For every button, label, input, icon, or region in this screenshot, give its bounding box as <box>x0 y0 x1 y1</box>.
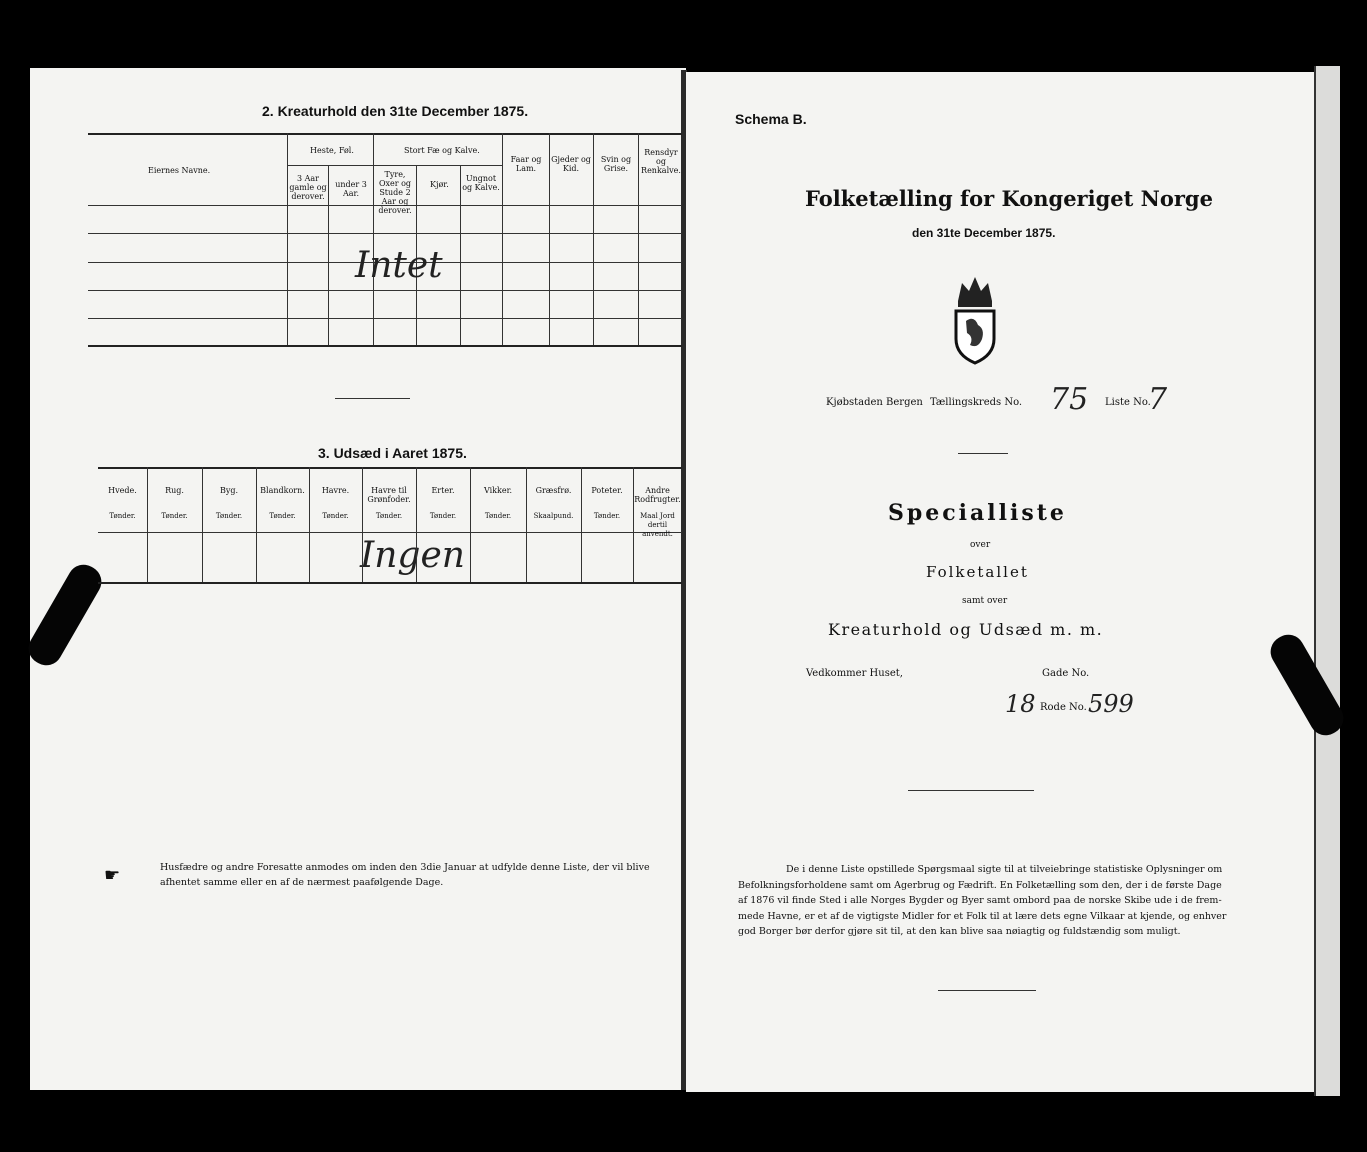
col-pigs: Svin og Grise. <box>600 155 632 173</box>
udsaed-col-name: Erter. <box>431 486 455 495</box>
udsaed-col-unit: Maal Jord dertil anvendt. <box>640 512 675 538</box>
udsaed-divider <box>526 467 527 582</box>
col-cattle-b: Kjør. <box>430 180 449 189</box>
udsaed-col-unit: Tønder. <box>269 512 296 520</box>
district-label: Tællingskreds No. <box>930 397 1023 408</box>
udsaed-divider <box>362 467 363 582</box>
col-cattle-c: Ungnot og Kalve. <box>462 174 500 192</box>
udsaed-col-unit: Tønder. <box>215 512 243 520</box>
udsaed-col-unit: Tønder. <box>429 512 457 520</box>
rode-value: 599 <box>1088 690 1134 718</box>
list-value: 7 <box>1148 382 1168 417</box>
udsaed-col-name: Andre Rodfrugter. <box>634 486 681 504</box>
udsaed-divider <box>470 467 471 582</box>
kreaturhold-text: Kreaturhold og Udsæd m. m. <box>828 620 1104 639</box>
col-horses-a: 3 Aar gamle og derover. <box>289 174 327 201</box>
col-horses-b: under 3 Aar. <box>335 180 367 198</box>
col-sheep: Faar og Lam. <box>510 155 542 173</box>
udsaed-col-unit: Skaalpund. <box>533 512 574 520</box>
udsaed-col-name: Græsfrø. <box>535 486 572 495</box>
udsaed-col-unit: Tønder. <box>322 512 349 520</box>
schema-label: Schema B. <box>735 111 807 127</box>
udsaed-divider <box>416 467 417 582</box>
rode-prefix: 18 <box>1005 690 1036 718</box>
census-title: Folketælling for Kongeriget Norge <box>805 186 1213 211</box>
col-cattle-a: Tyre, Oxer og Stude 2 Aar og derover. <box>378 170 412 215</box>
section3-title: 3. Udsæd i Aaret 1875. <box>318 445 467 461</box>
udsaed-col-unit: Tønder. <box>161 512 188 520</box>
pointing-hand-icon: ☛ <box>104 865 121 886</box>
udsaed-divider <box>309 467 310 582</box>
over-text: over <box>970 540 991 550</box>
col-goats: Gjeder og Kid. <box>551 155 591 173</box>
rode-label: Rode No. <box>1040 702 1087 713</box>
udsaed-divider <box>581 467 582 582</box>
udsaed-col-name: Hvede. <box>108 486 137 495</box>
udsaed-col-name: Havre til Grønfoder. <box>367 486 411 504</box>
info-paragraph <box>738 862 1238 940</box>
info-line: af 1876 vil finde Sted i alle Norges Bygder og Byer samt ombord paa de norske Skibe ude i de frem- <box>738 895 1222 906</box>
udsaed-col-unit: Tønder. <box>375 512 403 520</box>
udsaed-col-unit: Tønder. <box>484 512 512 520</box>
udsaed-col-name: Byg. <box>219 486 239 495</box>
coat-of-arms-icon <box>952 273 998 365</box>
location-label: Kjøbstaden Bergen <box>826 397 923 408</box>
district-value: 75 <box>1050 382 1089 417</box>
col-reindeer: Rensdyr og Renkalve. <box>641 148 681 175</box>
notice-line2: afhentet samme eller en af de nærmest paafølgende Dage. <box>160 877 444 888</box>
handwritten-ingen: Ingen <box>360 535 465 576</box>
house-label: Vedkommer Huset, <box>806 668 903 679</box>
street-label: Gade No. <box>1042 668 1090 679</box>
section2-title: 2. Kreaturhold den 31te December 1875. <box>262 103 529 119</box>
udsaed-col-name: Vikker. <box>483 486 513 495</box>
list-label: Liste No. <box>1105 397 1151 408</box>
udsaed-col-unit: Tønder. <box>109 512 136 520</box>
folketallet-text: Folketallet <box>926 563 1029 581</box>
col-cattle: Stort Fæ og Kalve. <box>404 146 480 155</box>
census-date: den 31te December 1875. <box>912 226 1056 240</box>
udsaed-divider <box>256 467 257 582</box>
col-horses: Heste, Føl. <box>310 146 354 155</box>
page-edge <box>1314 66 1340 1096</box>
udsaed-col-name: Havre. <box>321 486 350 495</box>
udsaed-divider <box>147 467 148 582</box>
left-page <box>30 68 686 1090</box>
udsaed-col-name: Rug. <box>165 486 184 495</box>
udsaed-col-name: Poteter. <box>591 486 623 495</box>
handwritten-intet: Intet <box>355 245 443 286</box>
info-line: mede Havne, er et af de vigtigste Midler for et Folk til at lære dets egne Vilkaar at kjende, og enhver <box>738 910 1227 922</box>
samt-over-text: samt over <box>962 596 1008 606</box>
udsaed-divider <box>202 467 203 582</box>
col-owner: Eiernes Navne. <box>148 166 211 175</box>
notice-line1: Husfædre og andre Foresatte anmodes om inden den 3die Januar at udfylde denne Liste, der vil blive <box>160 862 650 873</box>
udsaed-col-name: Blandkorn. <box>260 486 305 495</box>
info-line: Befolkningsforholdene samt om Agerbrug og Fædrift. En Folketælling som den, der i de første Dage <box>738 879 1222 891</box>
specialliste-heading: Specialliste <box>888 500 1067 526</box>
info-line: god Borger bør derfor gjøre sit til, at den kan blive saa nøiagtig og fuldstændig som muligt. <box>738 926 1181 937</box>
info-line: De i denne Liste opstillede Spørgsmaal sigte til at tilveiebringe statistiske Oplysninger om <box>786 864 1223 875</box>
udsaed-col-unit: Tønder. <box>593 512 621 520</box>
